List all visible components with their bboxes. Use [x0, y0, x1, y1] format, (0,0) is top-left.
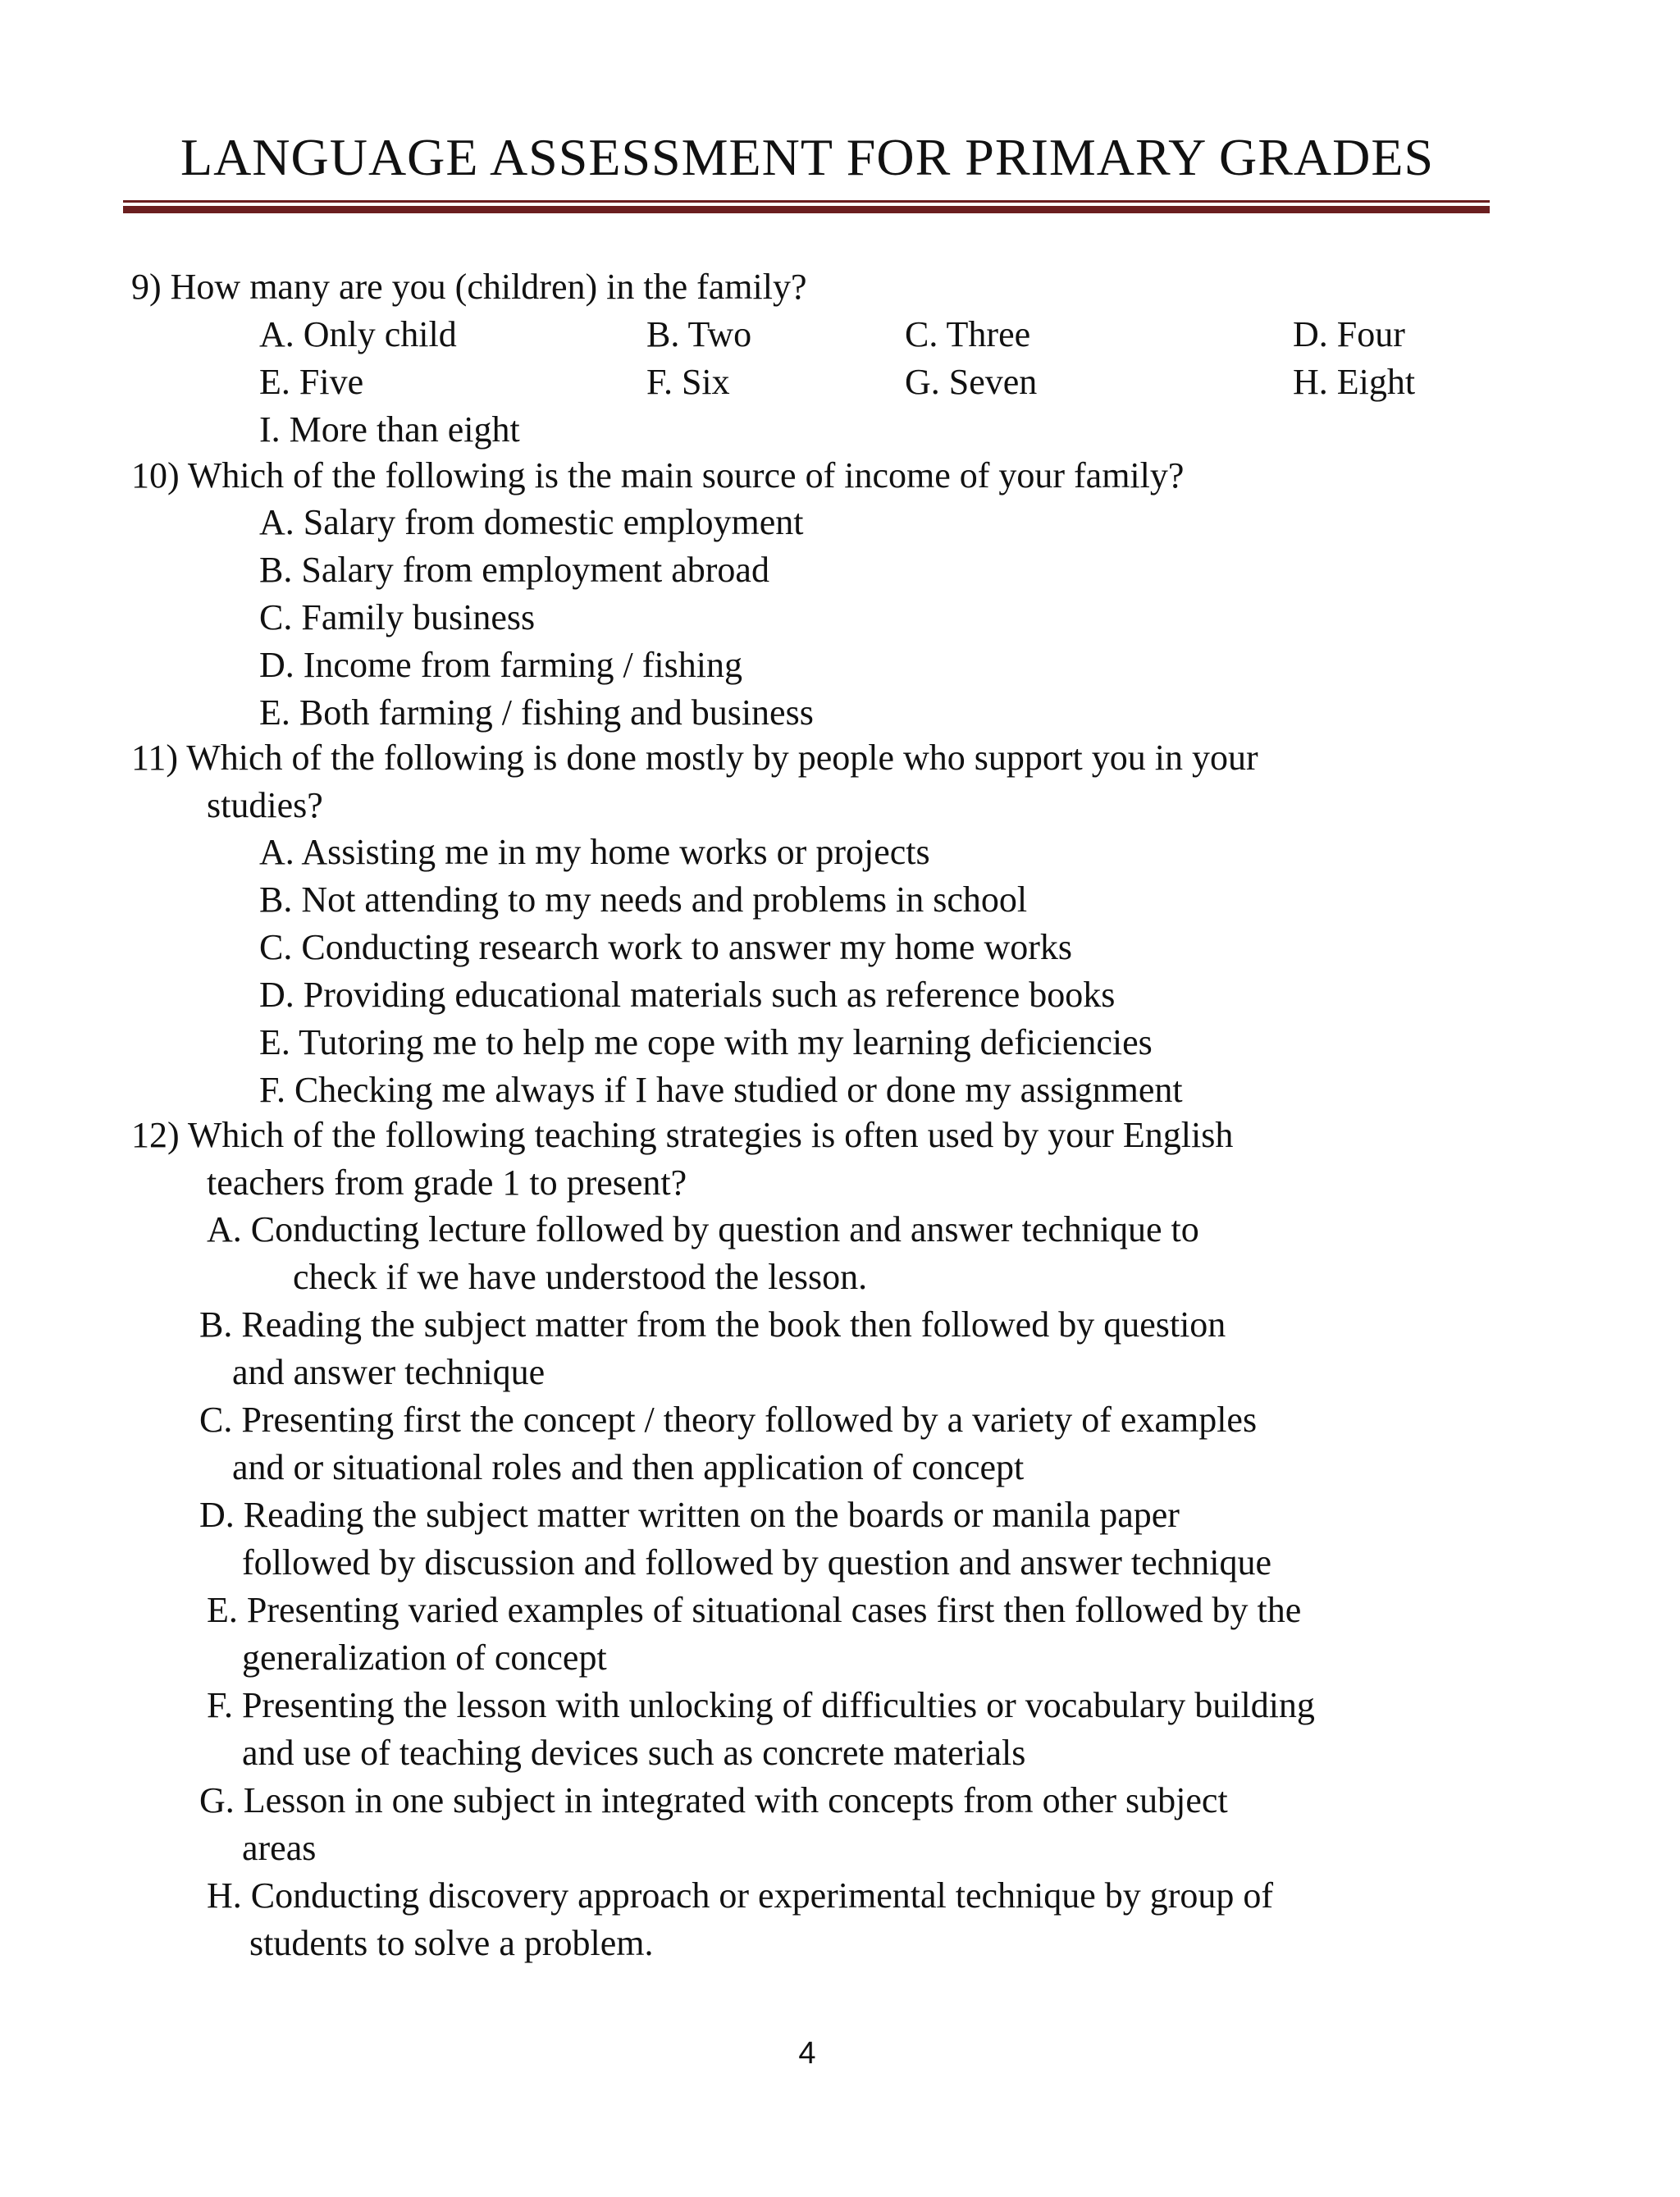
question-9-stem: 9) How many are you (children) in the family? — [131, 267, 807, 307]
question-11-option-a: A. Assisting me in my home works or projects — [259, 832, 930, 872]
question-11-option-c: C. Conducting research work to answer my home works — [259, 927, 1073, 967]
question-11-option-d: D. Providing educational materials such as reference books — [259, 975, 1116, 1015]
question-9-option-c: C. Three — [905, 314, 1031, 354]
question-12-stem: 12) Which of the following teaching strategies is often used by your English — [131, 1115, 1234, 1155]
question-9-option-d: D. Four — [1293, 314, 1405, 354]
question-12-option-d-continued: followed by discussion and followed by question and answer technique — [242, 1542, 1271, 1583]
question-12-option-c: C. Presenting first the concept / theory followed by a variety of examples — [199, 1400, 1258, 1440]
question-9-option-a: A. Only child — [259, 314, 457, 354]
question-12-option-b: B. Reading the subject matter from the book then followed by question — [199, 1304, 1226, 1345]
question-12-option-h: H. Conducting discovery approach or experimental technique by group of — [207, 1875, 1274, 1916]
question-10-option-a: A. Salary from domestic employment — [259, 502, 804, 542]
question-12-option-e: E. Presenting varied examples of situational cases first then followed by the — [207, 1590, 1302, 1630]
question-9-option-f: F. Six — [646, 362, 730, 402]
question-11-option-b: B. Not attending to my needs and problems in school — [259, 879, 1028, 920]
question-10-option-b: B. Salary from employment abroad — [259, 550, 769, 590]
question-12-option-e-continued: generalization of concept — [242, 1637, 607, 1678]
question-12-option-g: G. Lesson in one subject in integrated with concepts from other subject — [199, 1780, 1228, 1820]
question-10-stem: 10) Which of the following is the main source of income of your family? — [131, 455, 1185, 496]
question-9-option-b: B. Two — [646, 314, 752, 354]
question-9-option-g: G. Seven — [905, 362, 1038, 402]
question-12-option-c-continued: and or situational roles and then application of concept — [232, 1447, 1025, 1487]
question-11-stem-continued: studies? — [207, 785, 323, 825]
question-11-stem: 11) Which of the following is done mostly by people who support you in your — [131, 738, 1258, 778]
question-10-option-d: D. Income from farming / fishing — [259, 645, 742, 685]
question-12-stem-continued: teachers from grade 1 to present? — [207, 1162, 687, 1203]
page-title: LANGUAGE ASSESSMENT FOR PRIMARY GRADES — [180, 128, 1435, 186]
question-12-option-f: F. Presenting the lesson with unlocking of difficulties or vocabulary building — [207, 1685, 1315, 1725]
question-9-option-e: E. Five — [259, 362, 364, 402]
question-12-option-d: D. Reading the subject matter written on the boards or manila paper — [199, 1495, 1180, 1535]
question-12-option-f-continued: and use of teaching devices such as concrete materials — [242, 1733, 1026, 1773]
title-rule-thin — [123, 200, 1490, 203]
question-10-option-e: E. Both farming / fishing and business — [259, 692, 814, 733]
page-number: 4 — [798, 2036, 816, 2071]
question-9-option-i: I. More than eight — [259, 409, 520, 450]
question-11-option-f: F. Checking me always if I have studied or done my assignment — [259, 1070, 1183, 1110]
question-12-option-g-continued: areas — [242, 1828, 317, 1868]
question-12-option-a: A. Conducting lecture followed by question and answer technique to — [207, 1209, 1199, 1249]
question-10-option-c: C. Family business — [259, 597, 536, 637]
title-rule — [123, 200, 1490, 215]
question-12-option-h-continued: students to solve a problem. — [249, 1923, 654, 1963]
question-11-option-e: E. Tutoring me to help me cope with my learning deficiencies — [259, 1022, 1153, 1062]
question-9-option-h: H. Eight — [1293, 362, 1416, 402]
question-12-option-b-continued: and answer technique — [232, 1352, 546, 1392]
question-12-option-a-continued: check if we have understood the lesson. — [293, 1257, 868, 1297]
title-rule-thick — [123, 206, 1490, 213]
